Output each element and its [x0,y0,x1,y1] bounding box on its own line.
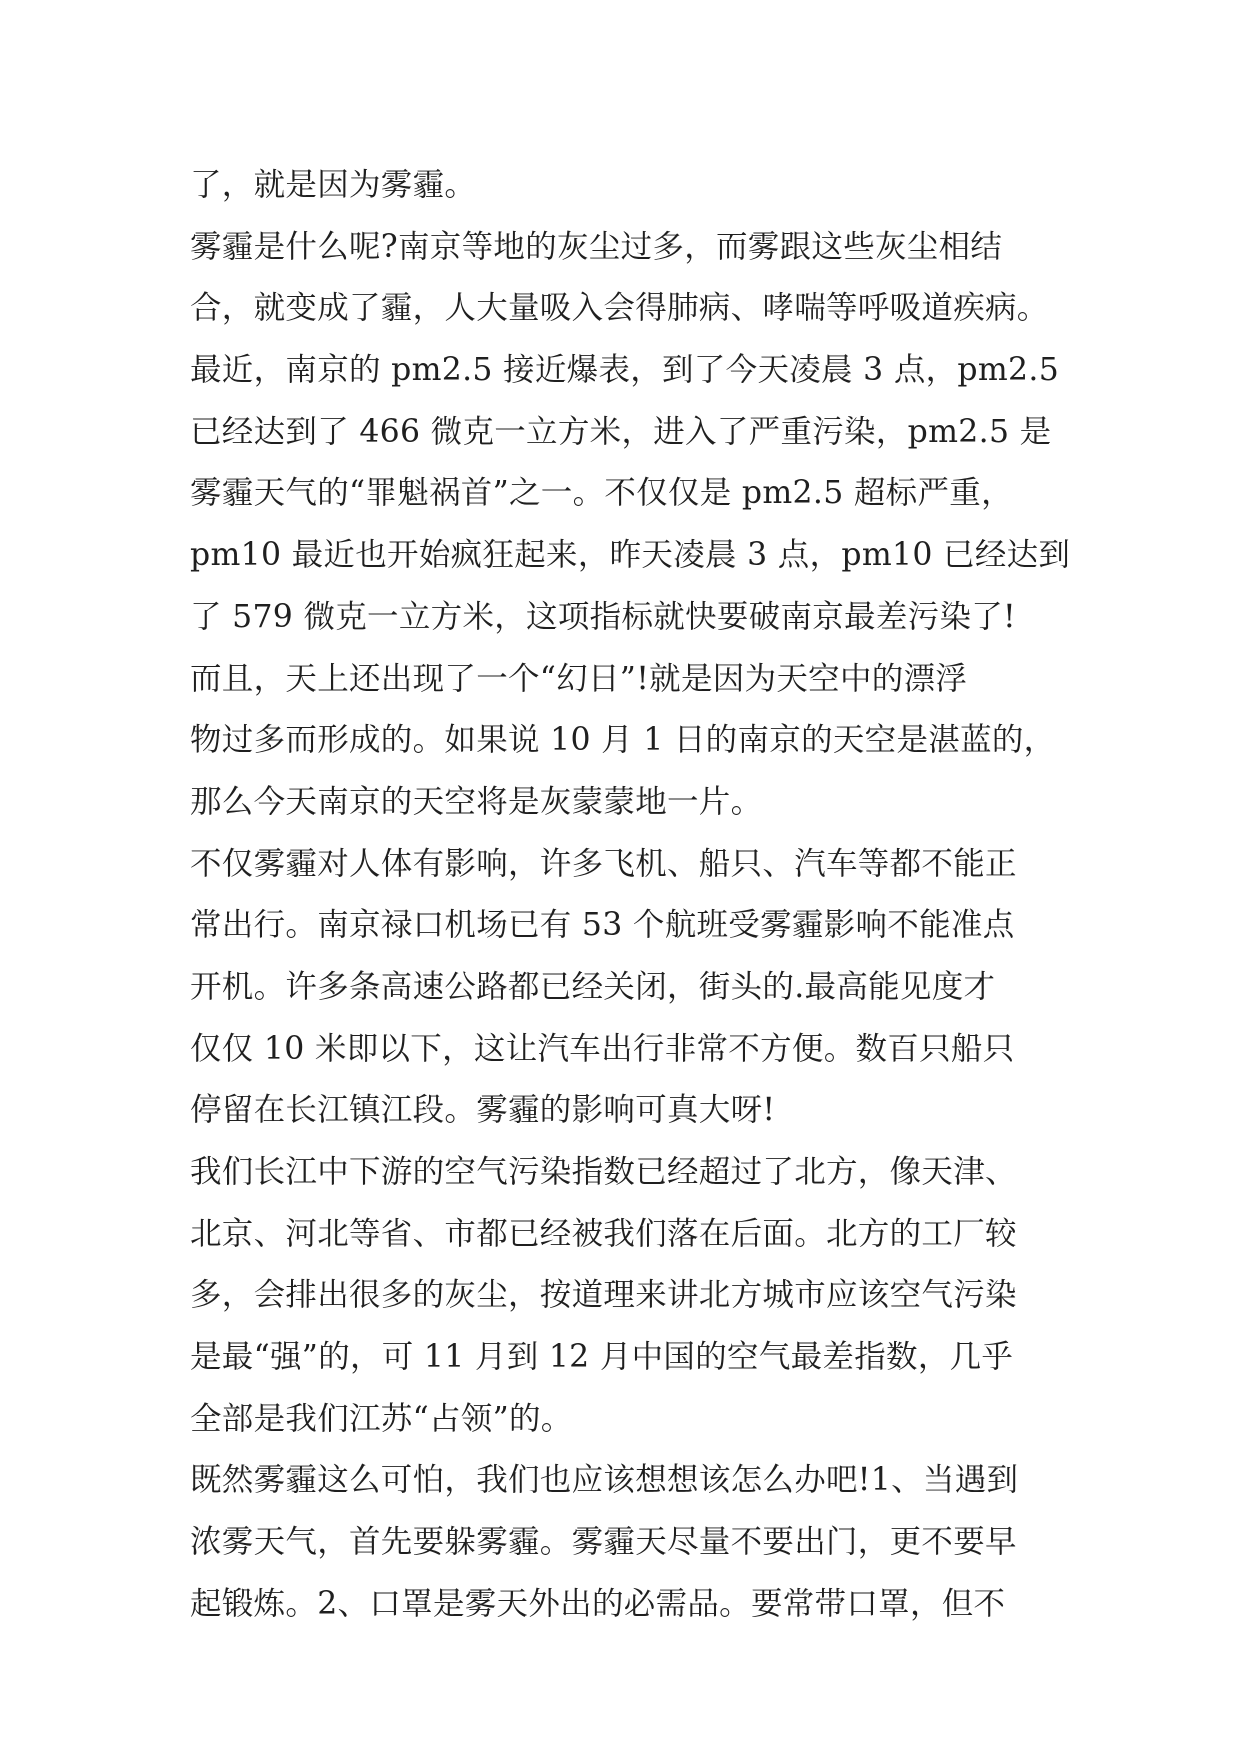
text-line: 全部是我们江苏“占领”的。 [190,1400,573,1437]
text-line: 了，就是因为雾霾。 [190,167,477,203]
text-line: 那么今天南京的天空将是灰蒙蒙地一片。 [190,783,763,820]
text-line: pm10 最近也开始疯狂起来，昨天凌晨 3 点，pm10 已经达到 [190,537,1071,574]
text-line: 雾霾是什么呢?南京等地的灰尘过多，而雾跟这些灰尘相结 [190,228,1003,265]
text-line: 常出行。南京禄口机场已有 53 个航班受雾霾影响不能准点 [190,907,1015,944]
text-line: 不仅雾霾对人体有影响，许多飞机、船只、汽车等都不能正 [190,845,1017,882]
text-line: 开机。许多条高速公路都已经关闭，街头的.最高能见度才 [190,968,996,1005]
body-text [190,155,1070,1636]
text-line: 多，会排出很多的灰尘，按道理来讲北方城市应该空气污染 [190,1277,1017,1314]
text-line: 物过多而形成的。如果说 10 月 1 日的南京的天空是湛蓝的， [190,722,1056,759]
text-line: 是最“强”的，可 11 月到 12 月中国的空气最差指数，几乎 [190,1339,1014,1376]
text-line: 已经达到了 466 微克一立方米，进入了严重污染，pm2.5 是 [190,413,1052,450]
text-line: 仅仅 10 米即以下，这让汽车出行非常不方便。数百只船只 [190,1030,1015,1067]
text-line: 合，就变成了霾，人大量吸入会得肺病、哮喘等呼吸道疾病。 [190,290,1049,327]
text-line: 既然雾霾这么可怕，我们也应该想想该怎么办吧!1、当遇到 [190,1462,1019,1499]
text-line: 起锻炼。2、口罩是雾天外出的必需品。要常带口罩，但不 [190,1585,1006,1622]
text-line: 停留在长江镇江段。雾霾的影响可真大呀! [190,1092,776,1129]
text-line: 雾霾天气的“罪魁祸首”之一。不仅仅是 pm2.5 超标严重， [190,475,1013,512]
text-line: 最近，南京的 pm2.5 接近爆表，到了今天凌晨 3 点，pm2.5 [190,352,1060,389]
text-line: 而且，天上还出现了一个“幻日”!就是因为天空中的漂浮 [190,660,968,697]
text-line: 北京、河北等省、市都已经被我们落在后面。北方的工厂较 [190,1215,1017,1252]
text-line: 浓雾天气，首先要躲雾霾。雾霾天尽量不要出门，更不要早 [190,1524,1017,1561]
text-line: 我们长江中下游的空气污染指数已经超过了北方，像天津、 [190,1154,1017,1190]
text-line: 了 579 微克一立方米，这项指标就快要破南京最差污染了! [190,598,1017,635]
